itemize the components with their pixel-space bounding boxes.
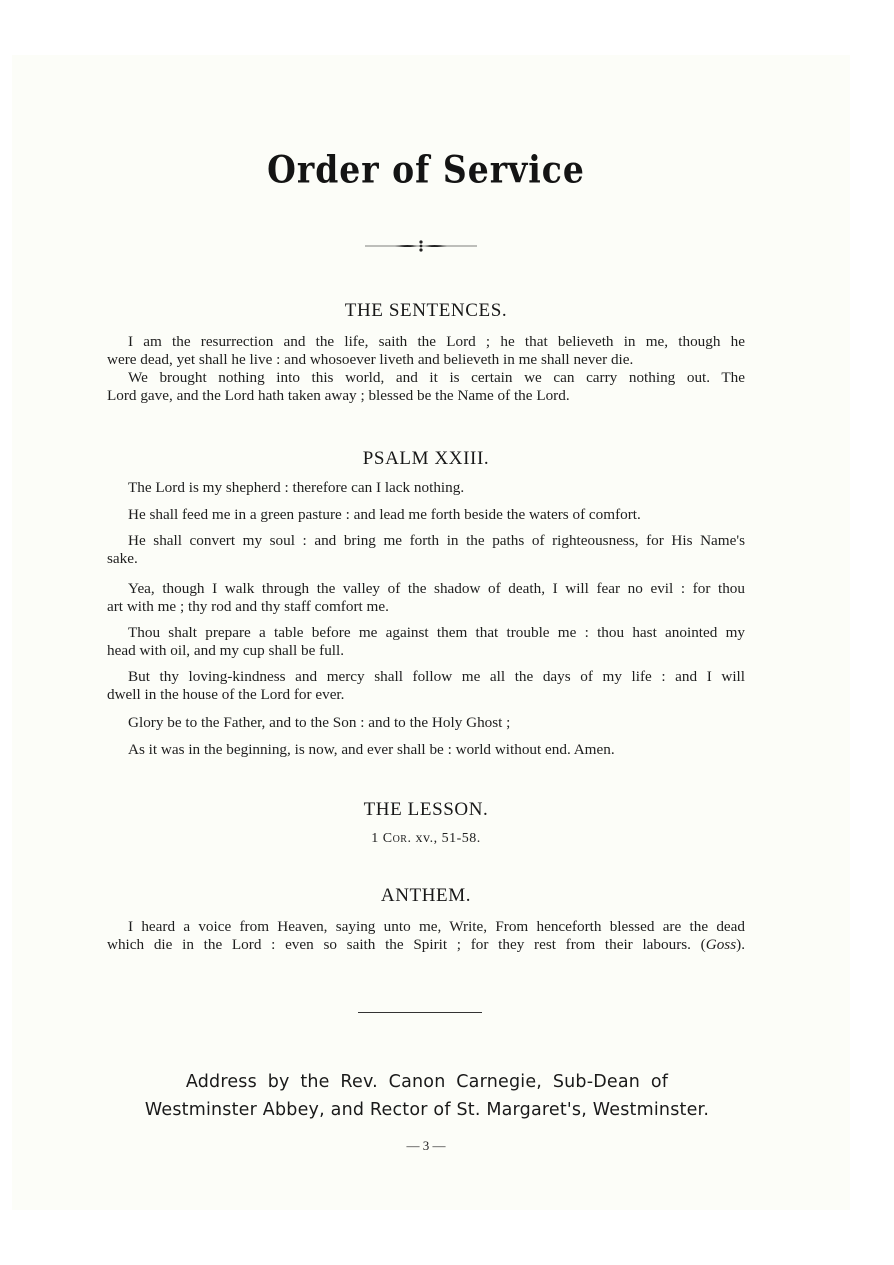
text-line: He shall convert my soul : and bring me forth in the paths of righteousness, for His Name's (128, 532, 745, 549)
text-line: Lord gave, and the Lord hath taken away ; blessed be the Name of the Lord. (107, 387, 570, 404)
text-line: sake. (107, 550, 138, 567)
text-line: Address by the Rev. Canon Carnegie, Sub-Dean of (185, 1072, 669, 1092)
psalm-verse (107, 741, 745, 759)
sentences-text (107, 333, 745, 405)
text-line: The Lord is my shepherd : therefore can I lack nothing. (128, 479, 465, 496)
text-line: But thy loving-kindness and mercy shall follow me all the days of my life : and I will (128, 668, 745, 685)
psalm-verse (107, 668, 745, 704)
text-line: We brought nothing into this world, and it is certain we can carry nothing out. The (128, 369, 745, 386)
text-line: I heard a voice from Heaven, saying unto me, Write, From henceforth blessed are the dead (128, 918, 745, 935)
psalm-verse (107, 506, 745, 524)
psalm-verse (107, 624, 745, 660)
text-line: dwell in the house of the Lord for ever. (107, 686, 345, 703)
psalm-verse (107, 532, 745, 568)
anthem-line-2: which die in the Lord : even so saith the Spirit ; for they rest from their labours. (107, 936, 691, 953)
lesson-heading: THE LESSON. (363, 799, 489, 820)
reference-verses: xv., 51-58. (411, 831, 481, 846)
psalm-verse (107, 714, 745, 732)
page-number: — 3 — (406, 1138, 446, 1153)
text-line: art with me ; thy rod and thy staff comfort me. (107, 598, 389, 615)
sentences-heading: THE SENTENCES. (344, 300, 508, 321)
text-line: As it was in the beginning, is now, and ever shall be : world without end. Amen. (128, 741, 615, 758)
text-line: were dead, yet shall he live : and whosoever liveth and believeth in me shall never die. (107, 351, 634, 368)
lesson-reference (107, 831, 745, 847)
anthem-text (107, 918, 745, 954)
psalm-heading: PSALM XXIII. (362, 448, 490, 469)
text-line: Thou shalt prepare a table before me against them that trouble me : thou hast anointed my (128, 624, 745, 641)
fleuron-divider-icon (365, 238, 477, 254)
section-divider (358, 1012, 482, 1013)
text-line: Glory be to the Father, and to the Son : and to the Holy Ghost ; (128, 714, 511, 731)
page-title: Order of Service (267, 147, 585, 192)
text-line: which die in the Lord : even so saith the Spirit ; for they rest from their labours. (Goss). (107, 936, 745, 953)
text-line: He shall feed me in a green pasture : and lead me forth beside the waters of comfort. (128, 506, 641, 523)
psalm-verse (107, 479, 745, 497)
text-line: Yea, though I walk through the valley of the shadow of death, I will fear no evil : for thou (128, 580, 745, 597)
text-line: Westminster Abbey, and Rector of St. Margaret's, Westminster. (144, 1100, 710, 1120)
psalm-verse (107, 580, 745, 616)
address-note (97, 1068, 757, 1124)
anthem-heading: ANTHEM. (380, 885, 472, 906)
anthem-composer: Goss (705, 936, 737, 953)
reference-book: Cor. (382, 831, 412, 846)
text-line: head with oil, and my cup shall be full. (107, 642, 345, 659)
reference-chapter: 1 (371, 831, 383, 846)
text-line: I am the resurrection and the life, saith the Lord ; he that believeth in me, though he (128, 333, 745, 350)
